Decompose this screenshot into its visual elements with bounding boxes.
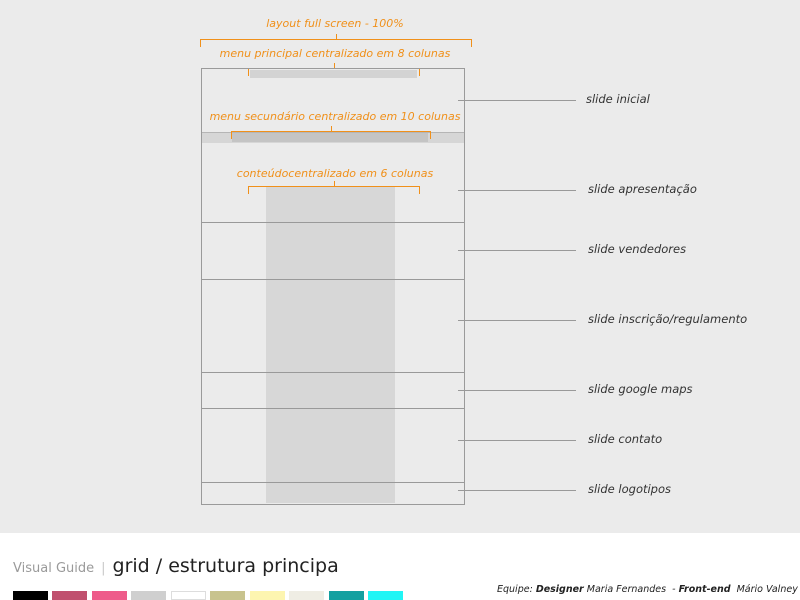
- leader-line: [458, 190, 576, 191]
- color-swatch: [210, 591, 245, 600]
- color-swatch: [368, 591, 403, 600]
- color-swatch: [92, 591, 127, 600]
- slide-label-google-maps: slide google maps: [588, 382, 693, 396]
- leader-line: [458, 390, 576, 391]
- color-swatch: [52, 591, 87, 600]
- section-divider: [202, 408, 464, 409]
- designer-label: Designer: [535, 584, 584, 595]
- layout-annotation: layout full screen - 100%: [266, 17, 404, 30]
- color-swatch: [171, 591, 206, 600]
- team-dash: -: [672, 584, 676, 595]
- page-title: grid / estrutura principa: [112, 555, 339, 577]
- section-divider: [202, 222, 464, 223]
- leader-line: [458, 490, 576, 491]
- layout-bracket: [200, 39, 472, 47]
- section-divider: [202, 482, 464, 483]
- conteudo-annotation: conteúdocentralizado em 6 colunas: [236, 167, 434, 180]
- section-divider: [202, 372, 464, 373]
- menu-secundario-bracket: [231, 131, 431, 139]
- menu-principal-bar: [250, 70, 417, 78]
- leader-line: [458, 440, 576, 441]
- color-swatch: [329, 591, 364, 600]
- menu-secundario-annotation: menu secundário centralizado em 10 colunas: [209, 110, 461, 123]
- frontend-name: Mário Valney: [736, 584, 798, 595]
- footer-title: [13, 555, 339, 577]
- slide-label-apresentacao: slide apresentação: [588, 182, 697, 196]
- designer-name: Maria Fernandes: [586, 584, 667, 595]
- slide-label-inicial: slide inicial: [586, 92, 650, 106]
- menu-principal-annotation: menu principal centralizado em 8 colunas: [219, 47, 451, 60]
- color-swatch: [250, 591, 285, 600]
- slide-label-contato: slide contato: [588, 432, 663, 446]
- team-credits: [497, 584, 798, 595]
- visual-guide-label: Visual Guide: [13, 561, 95, 576]
- color-swatch: [131, 591, 166, 600]
- title-separator: |: [101, 561, 106, 576]
- color-swatch: [289, 591, 324, 600]
- slide-label-vendedores: slide vendedores: [588, 242, 687, 256]
- color-swatch: [13, 591, 48, 600]
- leader-line: [458, 250, 576, 251]
- section-divider: [202, 279, 464, 280]
- leader-line: [458, 100, 576, 101]
- leader-line: [458, 320, 576, 321]
- frontend-label: Front-end: [678, 584, 731, 595]
- slide-label-inscricao: slide inscrição/regulamento: [588, 312, 748, 326]
- slide-label-logotipos: slide logotipos: [588, 482, 672, 496]
- content-column: [266, 187, 395, 503]
- team-prefix: Equipe:: [497, 584, 533, 595]
